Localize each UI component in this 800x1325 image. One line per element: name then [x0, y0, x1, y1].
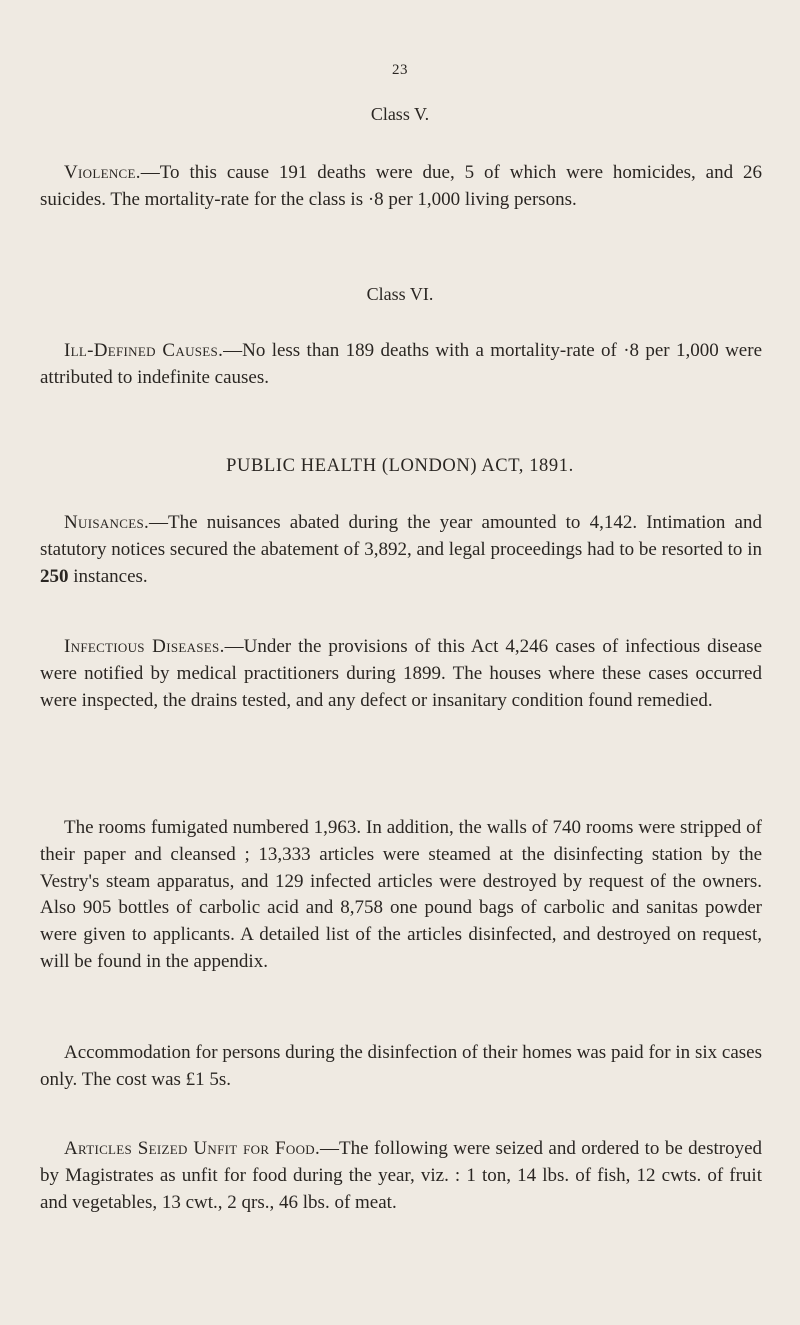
violence-text: —To this cause 191 deaths were due, 5 of which were homicides, and 26 suicides. The mortality-rate for the class is ·8 per 1,000 living persons.	[40, 162, 762, 210]
fumigation-paragraph: The rooms fumigated numbered 1,963. In addition, the walls of 740 rooms were stripped of their paper and cleansed ; 13,333 articles were steamed at the disinfecting station by the Vestry's steam apparatus, and 129 infected articles were destroyed by request of the owners. Also 905 bottles of carbolic acid and 8,758 one pound bags of carbolic and sanitas powder were given to applicants. A detailed list of the articles disinfected, and destroyed on request, will be found in the appendix.	[40, 817, 762, 972]
infectious-paragraph	[40, 634, 762, 714]
nuisances-text-after: instances.	[68, 565, 148, 587]
articles-seized-paragraph	[40, 1136, 762, 1216]
infectious-text: —Under the provisions of this Act 4,246 cases of infectious disease were notified by medical practitioners during 1899. The houses where these cases occurred were inspected, the drains tested, and any defect or insanitary condition found remedied.	[40, 636, 763, 711]
articles-seized-text: —The following were seized and ordered to be destroyed by Magistrates as unfit for food during the year, viz. : 1 ton, 14 lbs. of fish, 12 cwts. of fruit and vegetables, 13 cwt., 2 qrs., 46 lbs. of meat.	[40, 1138, 763, 1213]
act-title: PUBLIC HEALTH (LONDON) ACT, 1891.	[226, 456, 574, 476]
violence-paragraph	[40, 160, 762, 214]
accommodation-paragraph: Accommodation for persons during the disinfection of their homes was paid for in six cases only. The cost was £1 5s.	[40, 1042, 762, 1090]
violence-lead: Violence.	[64, 162, 141, 183]
class-vi-heading: Class VI.	[366, 284, 434, 304]
ill-defined-text: —No less than 189 deaths with a mortality-rate of ·8 per 1,000 were attributed to indefinite causes.	[40, 340, 762, 388]
articles-seized-lead: Articles Seized Unfit for Food.	[64, 1138, 321, 1159]
nuisances-lead: Nuisances.	[64, 512, 150, 533]
page-number: 23	[392, 62, 408, 78]
infectious-lead: Infectious Diseases.	[64, 636, 225, 657]
ill-defined-paragraph	[40, 338, 762, 392]
nuisances-text-before: —The nuisances abated during the year amounted to 4,142. Intimation and statutory notices secured the abatement of 3,892, and legal proceedings had to be resorted to in	[40, 512, 762, 560]
ill-defined-lead: Ill-Defined Causes.	[64, 340, 224, 361]
nuisances-paragraph	[40, 510, 762, 590]
nuisances-instances-count: 250	[40, 565, 69, 587]
class-v-heading: Class V.	[370, 104, 430, 124]
